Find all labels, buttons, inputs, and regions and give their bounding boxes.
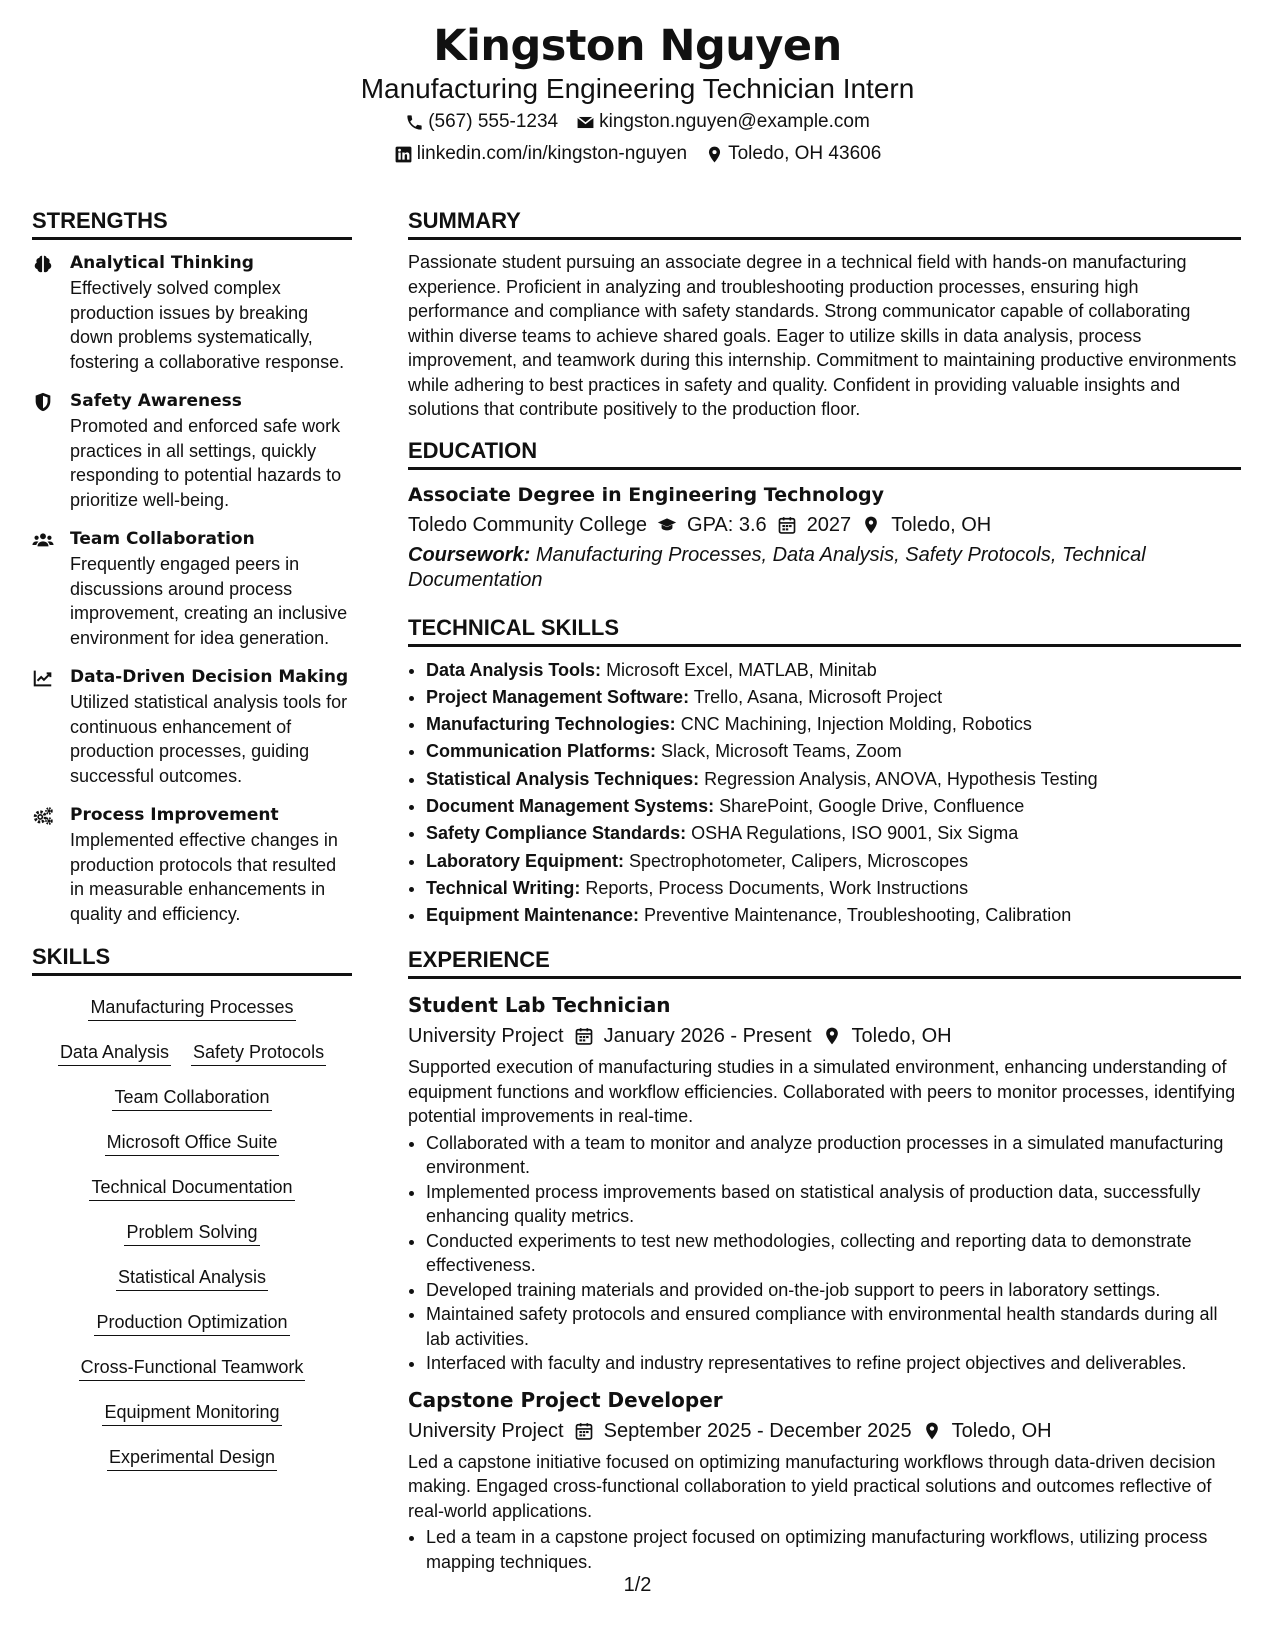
degree-title: Associate Degree in Engineering Technology [408,483,885,506]
chart-line-icon [32,667,54,689]
skill-tag: Microsoft Office Suite [105,1129,280,1156]
list-item [426,684,1241,711]
job-title: Student Lab Technician [408,993,671,1018]
job-bullets [408,1131,1241,1376]
skills-list [32,986,352,1481]
job-summary: Supported execution of manufacturing studies in a simulated environment, enhancing understanding of equipment functions and workflow efficiencies. Collaborated with peers to monitor processes, identifying potential improvements in real-time. [408,1057,1236,1127]
education-heading: EDUCATION [408,436,1241,470]
gears-icon [32,805,54,827]
strength-item [32,388,352,512]
phone-icon [405,113,424,132]
job-location: Toledo, OH [851,1025,952,1048]
coursework-list: Manufacturing Processes, Data Analysis, Safety Protocols, Technical Documentation [408,543,1146,591]
tech-skill-label: Technical Writing: [426,877,581,898]
tech-skill-value: Trello, Asana, Microsoft Project [693,686,943,707]
map-pin-icon [861,515,881,535]
technical-skills-list [408,657,1241,930]
summary-text: Passionate student pursuing an associate degree in a technical field with hands-on manufacturing experience. Proficient in analyzing and troubleshooting production processes, ensuring high performance and compliance with safety standards. Strong communicator capable of collaborating within diverse teams to achieve shared goals. Eager to utilize skills in data analysis, process improvement, and teamwork during this internship. Commitment to maintaining productive environments while adhering to best practices in safety and quality. Confident in providing valuable insights and solutions that contribute positively to the production floor. [408,252,1237,419]
strength-desc: Utilized statistical analysis tools for continuous enhancement of production processes, guiding successful outcomes. [70,692,348,786]
list-item: • Developed training materials and provided on-the-job support to peers in laboratory settings. [426,1278,1241,1303]
linkedin-icon [394,145,413,164]
strength-title: Analytical Thinking [70,253,254,273]
calendar-icon [574,1026,594,1046]
graduation-cap-icon [657,515,677,535]
experience-heading: EXPERIENCE [408,945,1241,979]
tech-skill-value: SharePoint, Google Drive, Confluence [719,795,1025,816]
map-pin-icon [922,1421,942,1441]
strength-desc: Promoted and enforced safe work practices in all settings, quickly responding to potential hazards to prioritize well-being. [70,416,342,510]
shield-icon [32,391,54,413]
list-item: • Maintained safety protocols and ensured compliance with environmental health standards during all lab activities. [426,1302,1241,1351]
list-item: • Implemented process improvements based on statistical analysis of production data, successfully enhancing quality metrics. [426,1180,1241,1229]
list-item [426,711,1241,738]
tech-skill-label: Manufacturing Technologies: [426,714,676,735]
education-meta [408,510,1241,540]
strengths-heading: STRENGTHS [32,206,352,240]
strength-desc: Frequently engaged peers in discussions around process improvement, creating an inclusive environment for idea generation. [70,554,348,648]
strength-title: Data-Driven Decision Making [70,667,349,687]
users-icon [32,529,54,551]
linkedin-contact[interactable] [394,138,687,170]
page-number: 1/2 [623,1574,652,1596]
skill-tag: Manufacturing Processes [88,994,295,1021]
job-summary: Led a capstone initiative focused on optimizing manufacturing workflows through data-driven decision making. Engaged cross-functional collaboration to yield practical solutions and outcomes reflective of real-world applications. [408,1451,1216,1521]
tech-skill-value: Slack, Microsoft Teams, Zoom [661,741,902,762]
skill-tag: Production Optimization [94,1309,289,1336]
resume-header [0,20,1275,170]
tech-skill-label: Data Analysis Tools: [426,659,602,680]
job-dates: September 2025 - December 2025 [603,1419,912,1442]
tech-skill-value: OSHA Regulations, ISO 9001, Six Sigma [691,823,1019,844]
job-entry [408,989,1241,1376]
calendar-icon [777,515,797,535]
skill-tag: Equipment Monitoring [102,1399,281,1426]
job-bullets [408,1525,1241,1574]
email-contact[interactable] [576,106,870,138]
job-entry [408,1384,1241,1575]
candidate-title: Manufacturing Engineering Technician Intern [360,73,915,104]
list-item [426,793,1241,820]
list-item: • Collaborated with a team to monitor and analyze production processes in a simulated manufacturing environment. [426,1131,1241,1180]
strength-title: Process Improvement [70,805,279,825]
school-name: Toledo Community College [408,513,648,536]
job-org: University Project [408,1419,564,1442]
list-item [426,657,1241,684]
email-text[interactable]: kingston.nguyen@example.com [599,111,870,132]
strength-item [32,526,352,650]
skill-tag: Technical Documentation [89,1174,294,1201]
job-meta [408,1416,1241,1446]
summary-heading: SUMMARY [408,206,1241,240]
map-pin-icon [705,145,724,164]
strength-item [32,802,352,926]
list-item [426,738,1241,765]
tech-skill-label: Communication Platforms: [426,741,657,762]
tech-skill-value: Preventive Maintenance, Troubleshooting, Calibration [644,905,1072,926]
skill-tag: Cross-Functional Teamwork [79,1354,306,1381]
phone-text: (567) 555-1234 [428,111,559,132]
list-item [426,902,1241,929]
skill-tag: Team Collaboration [112,1084,271,1111]
grad-year: 2027 [806,513,852,536]
gpa-text: GPA: 3.6 [687,513,767,536]
tech-skill-value: Reports, Process Documents, Work Instructions [585,877,969,898]
tech-skill-value: Regression Analysis, ANOVA, Hypothesis Testing [704,768,1098,789]
linkedin-text[interactable]: linkedin.com/in/kingston-nguyen [416,143,688,164]
job-location: Toledo, OH [951,1419,1052,1442]
skill-tag: Statistical Analysis [116,1264,268,1291]
skill-tag: Data Analysis [58,1039,171,1066]
location-text: Toledo, OH 43606 [728,143,882,164]
tech-skill-value: CNC Machining, Injection Molding, Robotics [680,714,1032,735]
list-item [426,820,1241,847]
job-org: University Project [408,1025,564,1048]
brain-icon [32,253,54,275]
skill-tag: Problem Solving [124,1219,259,1246]
strength-item [32,664,352,788]
coursework-label: Coursework: [408,543,531,566]
tech-skill-label: Document Management Systems: [426,795,715,816]
tech-skill-label: Laboratory Equipment: [426,850,625,871]
list-item [426,848,1241,875]
strength-item [32,250,352,374]
tech-skill-label: Project Management Software: [426,686,690,707]
job-title: Capstone Project Developer [408,1387,723,1412]
job-meta [408,1021,1241,1051]
list-item: • Conducted experiments to test new methodologies, collecting and reporting data to demonstrate effectiveness. [426,1229,1241,1278]
list-item: • Interfaced with faculty and industry representatives to refine project objectives and deliverables. [426,1351,1241,1376]
school-location: Toledo, OH [891,513,992,536]
list-item [426,766,1241,793]
contact-row-2 [0,138,1275,170]
left-column [32,206,352,1481]
job-dates: January 2026 - Present [603,1025,812,1048]
technical-skills-heading: TECHNICAL SKILLS [408,613,1241,647]
tech-skill-label: Equipment Maintenance: [426,905,640,926]
tech-skill-label: Safety Compliance Standards: [426,823,687,844]
location-contact [705,138,881,170]
coursework [408,543,1241,593]
skills-heading: SKILLS [32,942,352,976]
list-item: • Led a team in a capstone project focused on optimizing manufacturing workflows, utilizing process mapping techniques. [426,1525,1241,1574]
strength-title: Safety Awareness [70,391,242,411]
calendar-icon [574,1421,594,1441]
phone-contact [405,106,558,138]
strength-desc: Implemented effective changes in production protocols that resulted in measurable enhancements in quality and efficiency. [70,830,338,924]
strength-title: Team Collaboration [70,529,255,549]
list-item [426,875,1241,902]
skill-tag: Safety Protocols [191,1039,326,1066]
strength-desc: Effectively solved complex production issues by breaking down problems systematically, fostering a collaborative response. [70,278,345,372]
contact-row-1 [0,106,1275,138]
skill-tag: Experimental Design [107,1444,277,1471]
tech-skill-value: Spectrophotometer, Calipers, Microscopes [629,850,969,871]
right-column [408,206,1241,1574]
map-pin-icon [822,1026,842,1046]
tech-skill-value: Microsoft Excel, MATLAB, Minitab [606,659,877,680]
candidate-name: Kingston Nguyen [433,21,842,71]
envelope-icon [576,113,595,132]
tech-skill-label: Statistical Analysis Techniques: [426,768,700,789]
